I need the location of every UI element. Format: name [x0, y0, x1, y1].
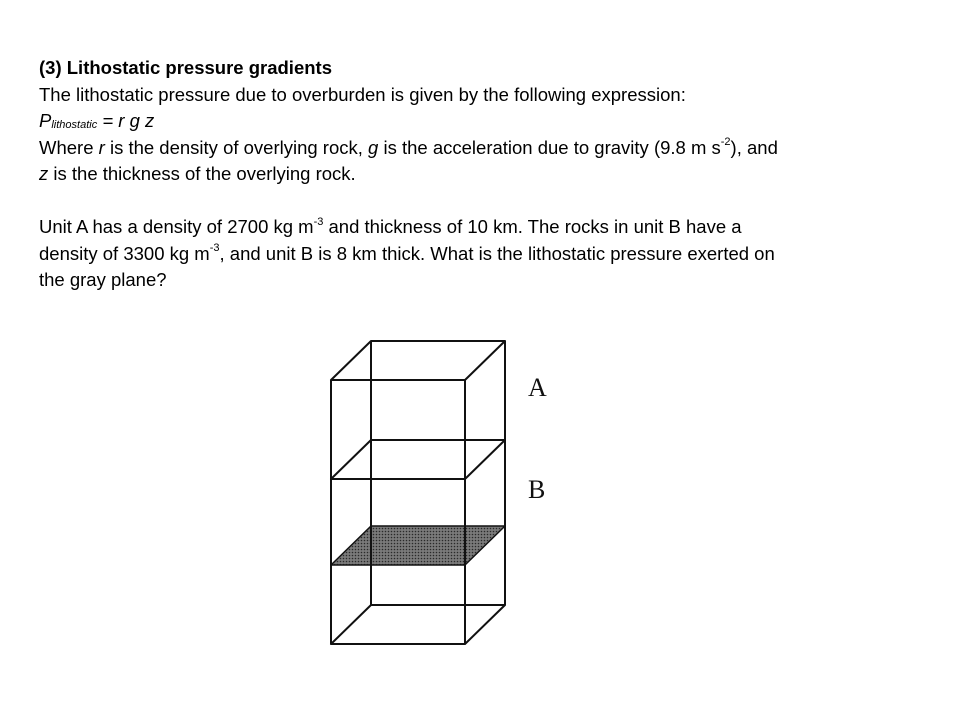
definition-text: is the density of overlying rock,: [104, 136, 369, 158]
paragraph-gap: [39, 188, 929, 215]
formula-rhs: = r g z: [97, 110, 155, 131]
definition-text: Where: [39, 136, 99, 158]
definition-line-2: [39, 161, 929, 188]
exponent: -3: [209, 242, 220, 255]
definition-text: is the thickness of the overlying rock.: [48, 163, 356, 184]
bottom-face: [331, 605, 505, 644]
variable-r: r: [98, 136, 105, 158]
exponent: -2: [720, 136, 731, 149]
problem-text: [39, 55, 929, 294]
exponent: -3: [313, 215, 324, 228]
problem-text-b: density of 3300 kg m: [39, 242, 210, 264]
formula-subscript: lithostatic: [51, 119, 98, 131]
variable-g: g: [368, 136, 379, 158]
problem-text-b: , and unit B is 8 km thick. What is the lithostatic pressure exerted on: [219, 242, 775, 264]
gray-plane: [331, 526, 505, 565]
definition-line-1: [39, 135, 929, 162]
boundary-plane: [331, 440, 505, 479]
problem-line-2: [39, 241, 929, 268]
label-unit-b: B: [528, 475, 546, 504]
section-heading: (3) Lithostatic pressure gradients: [39, 57, 332, 78]
definition-text: ), and: [730, 136, 778, 158]
formula-symbol: P: [39, 110, 52, 131]
problem-text-a: Unit A has a density of 2700 kg m: [39, 216, 314, 237]
formula-line: [39, 108, 929, 135]
variable-z: z: [39, 163, 49, 184]
label-unit-a: A: [528, 373, 547, 402]
intro-line: The lithostatic pressure due to overburden is given by the following expression:: [39, 83, 686, 105]
problem-line-3: the gray plane?: [39, 269, 167, 290]
rock-column-figure: [318, 335, 558, 675]
definition-text: is the acceleration due to gravity (9.8 m s: [378, 136, 721, 158]
problem-text-a: and thickness of 10 km. The rocks in unit B have a: [323, 216, 742, 237]
rock-column-diagram: [318, 335, 558, 675]
problem-line-1: [39, 214, 929, 241]
top-face: [331, 341, 505, 380]
